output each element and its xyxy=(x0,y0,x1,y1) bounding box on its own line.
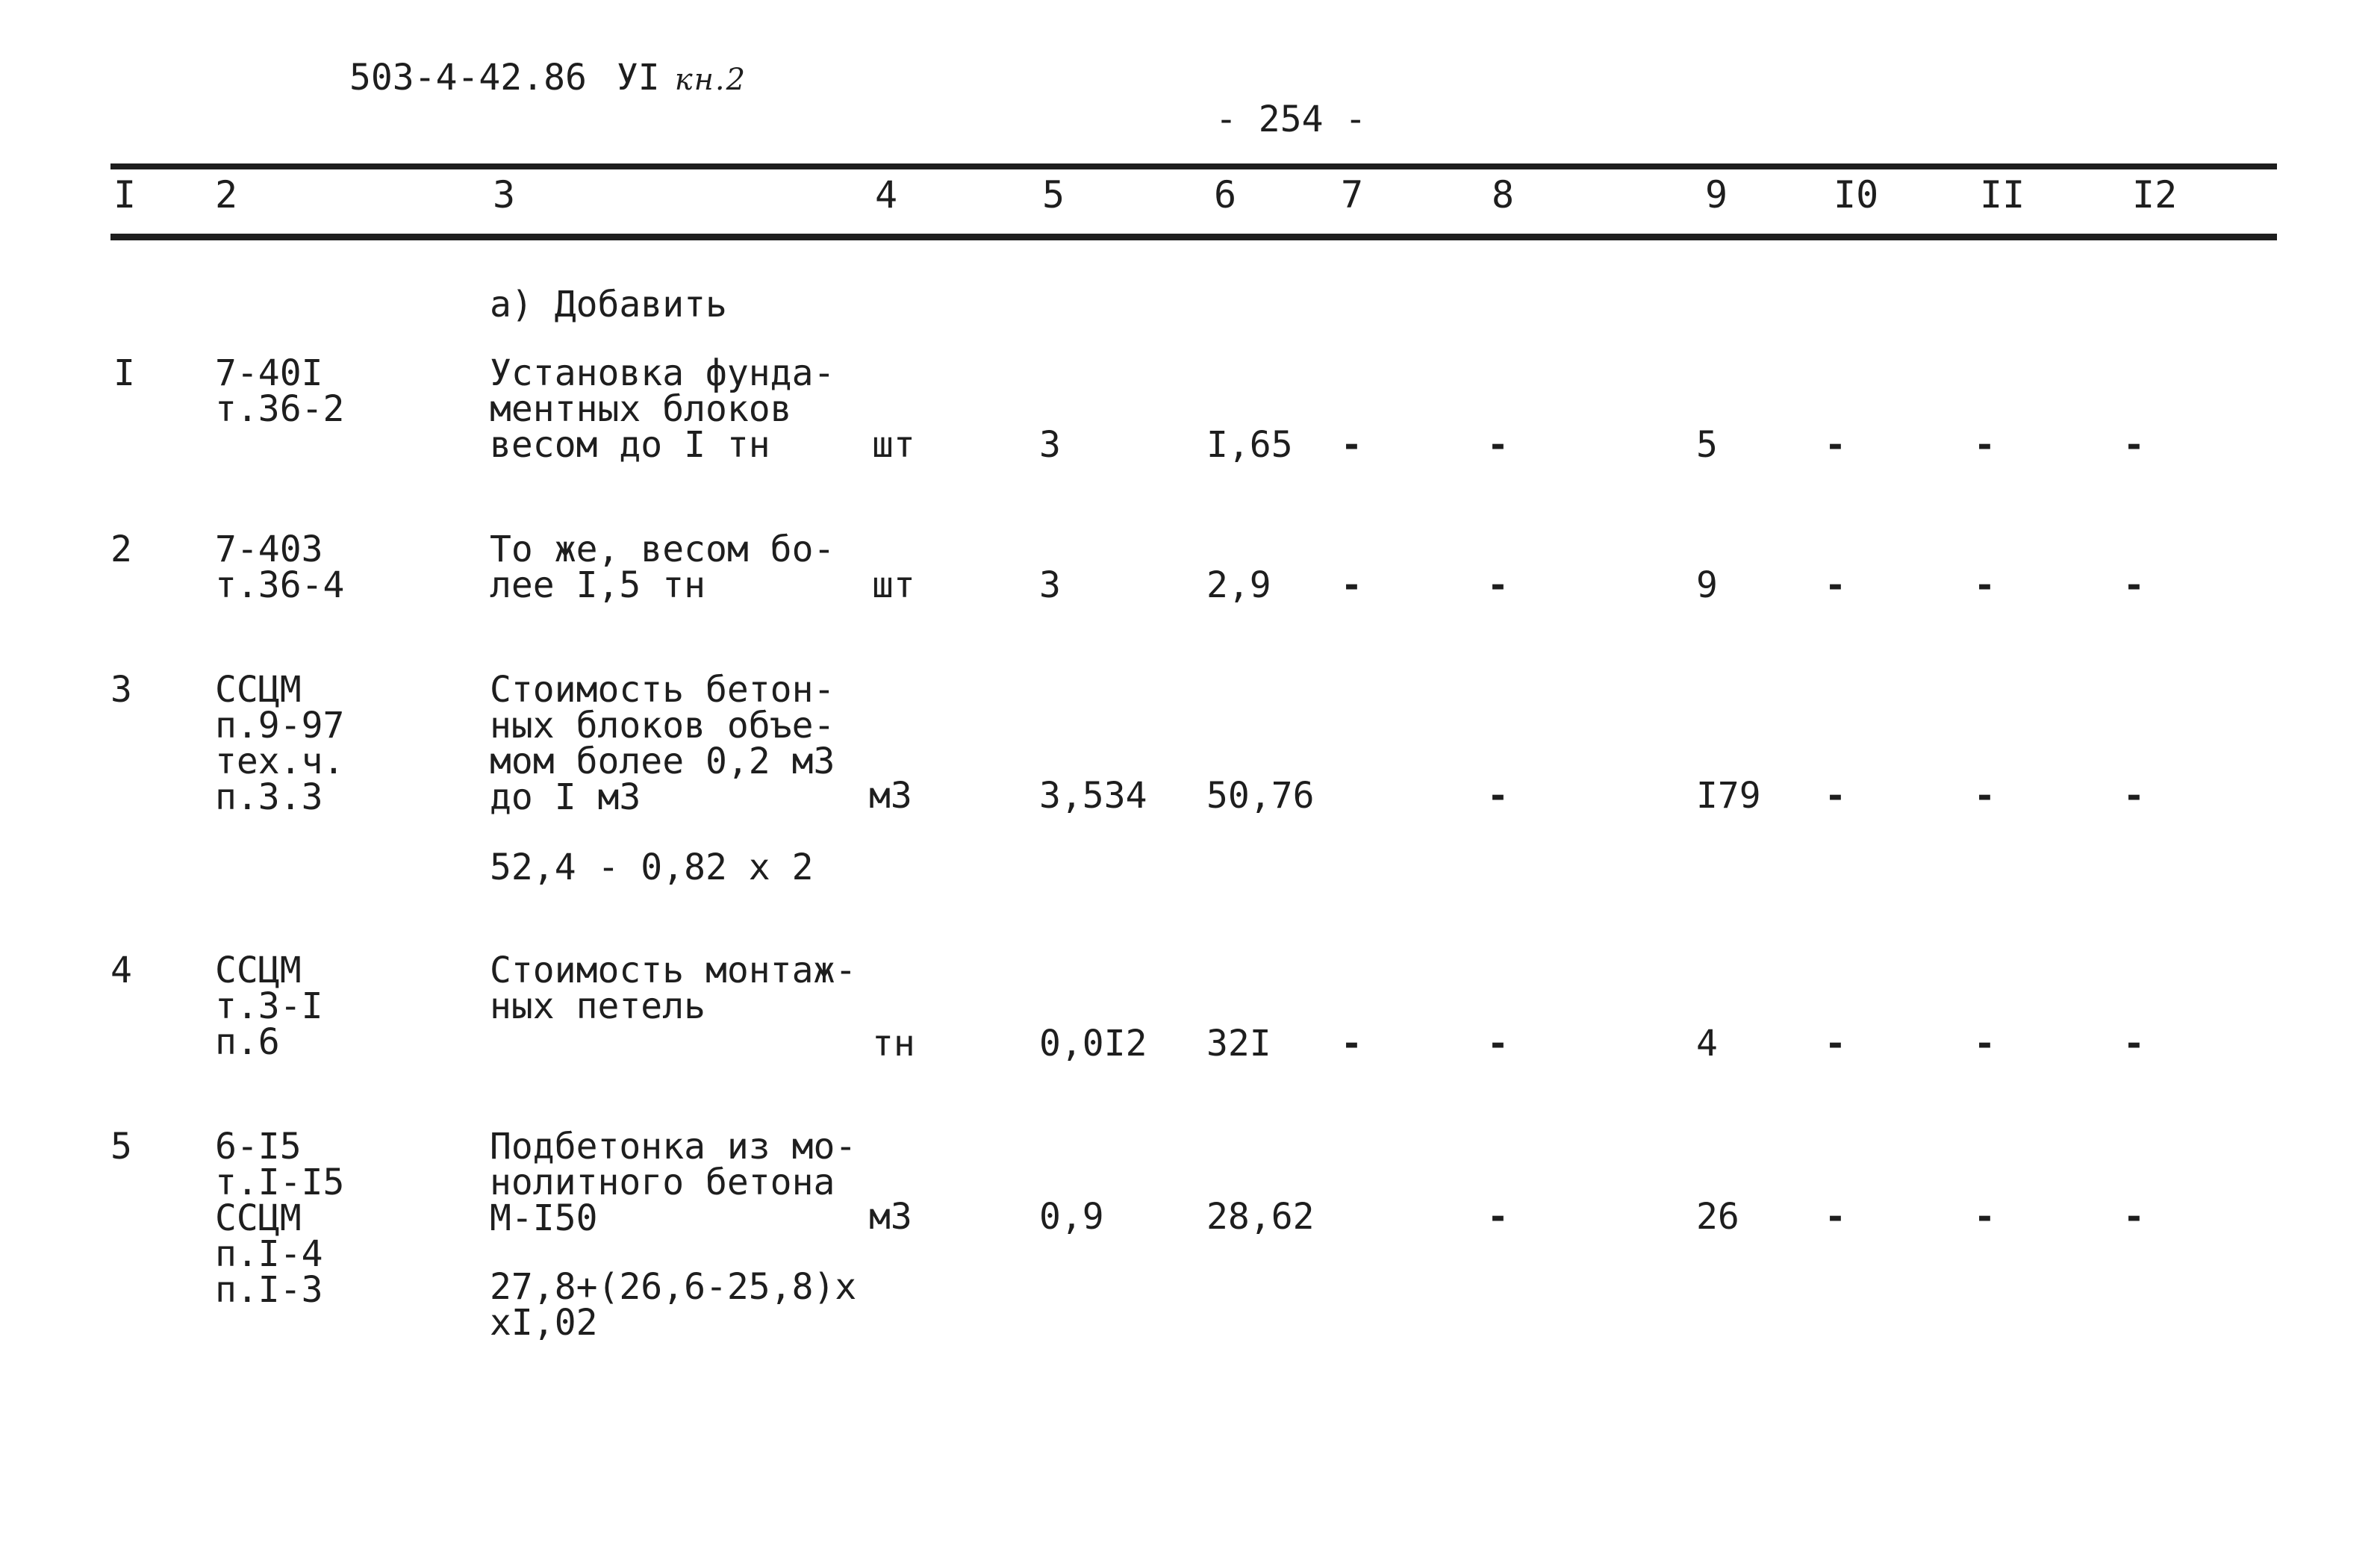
row-col11: - xyxy=(1974,564,1996,606)
row-col12: - xyxy=(2123,564,2145,606)
row-code: ССЦМ п.9-97 тех.ч. п.3.3 xyxy=(215,669,345,818)
row-col12: - xyxy=(2123,775,2145,817)
doc-code-number: 503-4-42.86 xyxy=(349,57,587,99)
row-code: 7-40I т.36-2 xyxy=(215,352,345,430)
row-unit: тн xyxy=(872,1023,915,1064)
row-col10: - xyxy=(1825,1023,1846,1064)
row-unit: м3 xyxy=(869,1196,912,1238)
row-number: 5 xyxy=(110,1126,132,1168)
row-col7: - xyxy=(1341,564,1362,606)
column-header: 9 xyxy=(1705,173,1728,216)
row-col9: 26 xyxy=(1696,1196,1739,1238)
row-col9: 5 xyxy=(1696,424,1718,466)
row-number: I xyxy=(113,352,135,394)
row-col11: - xyxy=(1974,424,1996,466)
row-formula: 27,8+(26,6-25,8)х хI,02 xyxy=(490,1266,857,1344)
row-col9: 4 xyxy=(1696,1023,1718,1064)
row-col9: I79 xyxy=(1696,775,1761,817)
row-quantity: 3 xyxy=(1039,424,1061,466)
row-number: 3 xyxy=(110,669,132,711)
column-header: 7 xyxy=(1341,173,1364,216)
row-price: I,65 xyxy=(1206,424,1293,466)
column-header: II xyxy=(1980,173,2025,216)
row-code: 7-403 т.36-4 xyxy=(215,529,345,606)
section-title: а) Добавить xyxy=(490,284,727,325)
row-col12: - xyxy=(2123,1023,2145,1064)
row-code: 6-I5 т.I-I5 ССЦМ п.I-4 п.I-3 xyxy=(215,1126,345,1311)
row-quantity: 0,0I2 xyxy=(1039,1023,1147,1064)
row-col7: - xyxy=(1341,424,1362,466)
column-header: 8 xyxy=(1492,173,1515,216)
row-price: 28,62 xyxy=(1206,1196,1315,1238)
row-col10: - xyxy=(1825,424,1846,466)
row-col8: - xyxy=(1487,1196,1509,1238)
row-col11: - xyxy=(1974,1023,1996,1064)
row-col12: - xyxy=(2123,1196,2145,1238)
row-price: 2,9 xyxy=(1206,564,1271,606)
row-col11: - xyxy=(1974,1196,1996,1238)
column-header: I xyxy=(113,173,137,216)
row-unit: м3 xyxy=(869,775,912,817)
row-col8: - xyxy=(1487,1023,1509,1064)
row-col11: - xyxy=(1974,775,1996,817)
row-col8: - xyxy=(1487,775,1509,817)
row-price: 32I xyxy=(1206,1023,1271,1064)
row-code: ССЦМ т.3-I п.6 xyxy=(215,950,323,1063)
row-name: Стоимость монтаж- ных петель xyxy=(490,950,857,1027)
row-name: Стоимость бетон- ных блоков объе- мом более 0,2 м3 до I м3 xyxy=(490,669,835,818)
row-number: 2 xyxy=(110,529,132,570)
column-header: I2 xyxy=(2132,173,2178,216)
header-bottom-rule xyxy=(110,234,2277,240)
row-quantity: 0,9 xyxy=(1039,1196,1104,1238)
row-col7: - xyxy=(1341,1023,1362,1064)
row-col10: - xyxy=(1825,775,1846,817)
row-col12: - xyxy=(2123,424,2145,466)
column-header: 5 xyxy=(1042,173,1065,216)
column-header: 6 xyxy=(1214,173,1237,216)
row-name: Подбетонка из мо- нолитного бетона М-I50 xyxy=(490,1126,857,1239)
row-name: То же, весом бо- лее I,5 тн xyxy=(490,529,835,606)
row-name: Установка фунда- ментных блоков весом до I тн xyxy=(490,352,835,466)
column-header: 2 xyxy=(215,173,238,216)
page-number: - 254 - xyxy=(1215,99,1367,140)
column-header: I0 xyxy=(1834,173,1879,216)
row-col8: - xyxy=(1487,424,1509,466)
row-col10: - xyxy=(1825,1196,1846,1238)
row-unit: шт xyxy=(872,564,915,606)
row-col10: - xyxy=(1825,564,1846,606)
row-quantity: 3 xyxy=(1039,564,1061,606)
row-quantity: 3,534 xyxy=(1039,775,1147,817)
column-header: 3 xyxy=(493,173,516,216)
column-header: 4 xyxy=(875,173,898,216)
row-number: 4 xyxy=(110,950,132,991)
row-price: 50,76 xyxy=(1206,775,1315,817)
document-code xyxy=(349,57,747,99)
top-rule xyxy=(110,163,2277,169)
row-col8: - xyxy=(1487,564,1509,606)
row-formula: 52,4 - 0,82 х 2 xyxy=(490,847,814,888)
doc-volume: УI xyxy=(616,57,660,99)
row-col9: 9 xyxy=(1696,564,1718,606)
row-unit: шт xyxy=(872,424,915,466)
handwritten-note: кн.2 xyxy=(674,63,747,97)
